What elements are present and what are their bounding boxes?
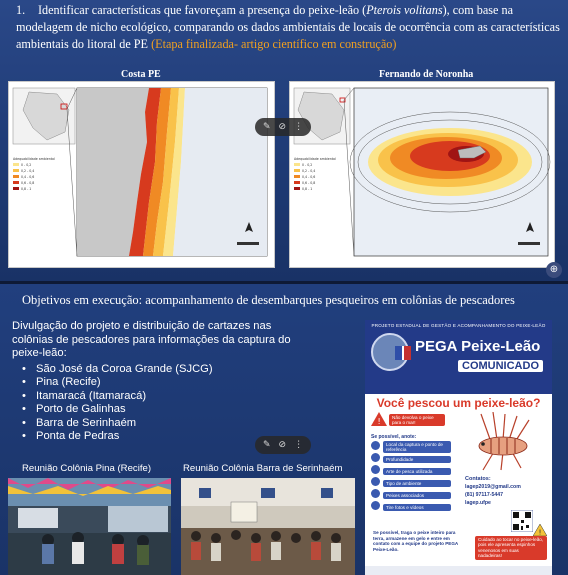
svg-text:0,2 - 0,4: 0,2 - 0,4 (302, 169, 316, 173)
svg-text:0,6 - 0,8: 0,6 - 0,8 (302, 181, 316, 185)
colony-item: • Itamaracá (Itamaracá) (22, 390, 312, 404)
more-icon[interactable]: ⋮ (294, 122, 304, 132)
objective-text-part-a: Identificar características que favoreçam a presença do peixe-leão ( (38, 3, 367, 17)
poster-phone: (81) 97117-5447 (465, 492, 504, 498)
slide-objective-execution (0, 284, 568, 575)
poster-field: Peixes associados (383, 492, 451, 499)
map-costa-pe (8, 81, 275, 268)
svg-text:0,4 - 0,6: 0,4 - 0,6 (21, 175, 35, 179)
map-noronha-graphic (290, 82, 554, 267)
camera-icon (371, 501, 380, 510)
poster-subtitle: Se possível, anote: (371, 434, 417, 440)
crop-icon[interactable]: ⊘ (278, 440, 287, 450)
pin-icon[interactable]: ✎ (263, 440, 271, 450)
image-toolbar-2[interactable] (255, 436, 311, 454)
crop-icon[interactable]: ⊘ (278, 122, 287, 132)
caution-icon (533, 524, 547, 536)
outreach-intro: Divulgação do projeto e distribuição de cartazes nas colônias de pescadores para informações da captura do peixe-leão: (12, 320, 291, 359)
poster-sponsors-strip (365, 566, 552, 575)
warning-icon (371, 412, 387, 426)
colonies-list (12, 363, 312, 444)
colony-item: • São José da Coroa Grande (SJCG) (22, 363, 312, 377)
photo-pina-meeting (8, 478, 171, 575)
species-name: Pterois volitans (366, 3, 443, 17)
location-icon (371, 441, 380, 450)
svg-text:Adequabilidade ambiental: Adequabilidade ambiental (13, 157, 55, 161)
slide-objective-1 (0, 0, 568, 282)
poster-bottom-note: Se possível, traga o peixe inteiro para terra, armazene em gelo e entre em contato com a equipe do projeto PEGA Peixe-Leão. (373, 530, 459, 552)
svg-text:Adequabilidade ambiental: Adequabilidade ambiental (294, 157, 336, 161)
zoom-icon[interactable]: ⊕ (546, 262, 562, 278)
objective-number: 1. (16, 3, 26, 17)
colony-item: • Barra de Serinhaém (22, 417, 312, 431)
poster-project-name: PROJETO ESTADUAL DE GESTÃO E ACOMPANHAMENTO DO PEIXE-LEÃO (371, 323, 546, 328)
pernambuco-flag-icon (395, 346, 411, 360)
poster-field: Local da captura e ponto de referência (383, 441, 451, 453)
poster-field: Profundidade (383, 456, 451, 463)
svg-text:!: ! (538, 528, 542, 536)
poster-contacts-label: Contatos: (465, 476, 491, 482)
pega-peixe-leao-poster (365, 320, 552, 575)
map-costa-pe-graphic (9, 82, 274, 267)
photo-barra-serinhaem-meeting (181, 478, 355, 575)
environment-icon (371, 477, 380, 486)
poster-field-icons (371, 441, 380, 515)
poster-field: Tipo de ambiente (383, 480, 451, 487)
poster-header (365, 320, 552, 394)
qr-code-icon (511, 510, 533, 532)
image-toolbar[interactable] (255, 118, 311, 136)
depth-icon (371, 453, 380, 462)
svg-text:0,8 - 1: 0,8 - 1 (302, 187, 313, 191)
poster-caution: Cuidado ao tocar no peixe-leão, pois ele apresenta espinhos venenosos em suas nadadeiras! (475, 536, 547, 560)
fishing-gear-icon (371, 465, 380, 474)
svg-text:0,8 - 1: 0,8 - 1 (21, 187, 32, 191)
photo-pina-graphic (8, 478, 171, 575)
svg-text:0 - 0,2: 0 - 0,2 (302, 163, 313, 167)
poster-warning: Não devolva o peixe para o mar! (389, 414, 445, 426)
outreach-text (12, 320, 312, 444)
section-title: Objetivos em execução: acompanhamento de desembarques pesqueiros em colônias de pescadores (22, 293, 515, 307)
poster-email: lagep2019@gmail.com (465, 484, 521, 490)
svg-text:0,2 - 0,4: 0,2 - 0,4 (21, 169, 35, 173)
poster-instagram: lagep.ufpe (465, 500, 491, 506)
colony-item: • Porto de Galinhas (22, 403, 312, 417)
colony-item: • Pina (Recife) (22, 376, 312, 390)
caption-pina: Reunião Colônia Pina (Recife) (22, 463, 152, 474)
poster-title: PEGA Peixe-Leão (415, 338, 541, 355)
colony-item: • Ponta de Pedras (22, 430, 312, 444)
poster-field: Arte de pesca utilizada (383, 468, 451, 475)
poster-field: Tire fotos e vídeos (383, 504, 451, 511)
svg-text:0,6 - 0,8: 0,6 - 0,8 (21, 181, 35, 185)
svg-text:0 - 0,2: 0 - 0,2 (21, 163, 32, 167)
photo-barra-graphic (181, 478, 355, 575)
objective-1-text (16, 2, 560, 53)
objective-status: (Etapa finalizada- artigo científico em construção) (151, 37, 397, 51)
map-left-title: Costa PE (121, 69, 161, 80)
map-fernando-de-noronha (289, 81, 555, 268)
pin-icon[interactable]: ✎ (263, 122, 271, 132)
more-icon[interactable]: ⋮ (294, 440, 304, 450)
poster-question: Você pescou um peixe-leão? (376, 396, 541, 410)
lionfish-icon (461, 412, 547, 472)
map-right-title: Fernando de Noronha (379, 69, 474, 80)
fish-icon (371, 489, 380, 498)
objective-text-part-b: ), com base na modelagem de nicho ecológico, comparando os dados ambientais de locais de ocorrência com as características ambientais do litoral de PE (16, 3, 560, 51)
svg-text:!: ! (377, 417, 381, 426)
svg-text:0,4 - 0,6: 0,4 - 0,6 (302, 175, 316, 179)
poster-comunicado: COMUNICADO (458, 360, 543, 372)
caption-barra-serinhaem: Reunião Colônia Barra de Serinhaém (183, 463, 343, 474)
